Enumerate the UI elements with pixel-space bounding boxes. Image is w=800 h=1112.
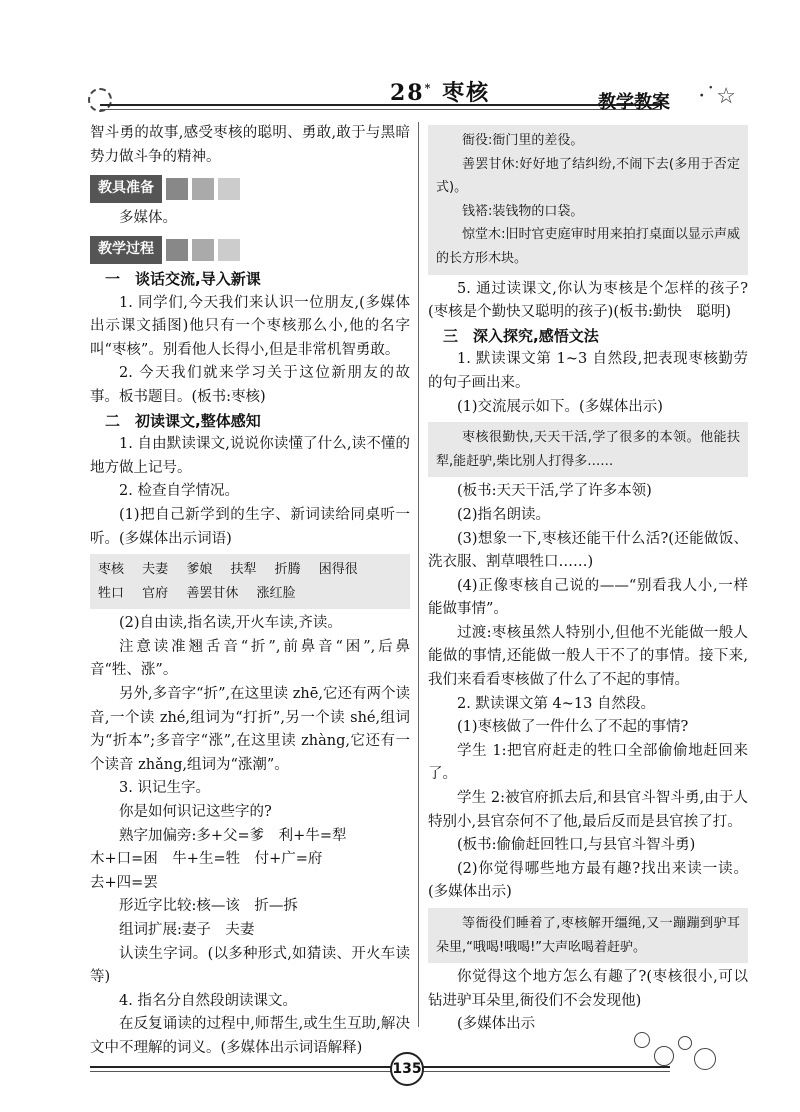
intro-text: 智斗勇的故事,感受枣核的聪明、勇敢,敢于与黑暗势力做斗争的精神。	[90, 125, 410, 165]
lesson-name: 枣核	[442, 80, 491, 106]
header-rule-thin	[100, 109, 660, 110]
header-rule	[100, 104, 660, 106]
paragraph: (1)交流展示如下。(多媒体出示)	[457, 398, 663, 415]
paragraph: 注意读准翘舌音“折”,前鼻音“困”,后鼻音“牲、涨”。	[90, 638, 410, 679]
tag-square	[192, 178, 214, 200]
tag-process-label: 教学过程	[90, 236, 162, 264]
paragraph: 2. 默读课文第 4~13 自然段。	[457, 695, 655, 712]
page-footer	[90, 1048, 710, 1088]
paragraph: 过渡:枣核虽然人特别小,但他不光能做一般人能做的事情,还能做一般人干不了的事情。接下来,我们来看看枣核做了什么了不起的事情。	[428, 624, 748, 689]
paragraph: 学生 1:把官府赶走的牲口全部偷偷地赶回来了。	[428, 742, 748, 783]
paragraph: (2)指名朗读。	[457, 506, 551, 523]
word: 扶犁	[230, 562, 257, 578]
paragraph: (多媒体出示	[457, 1016, 536, 1033]
tag-square	[218, 178, 240, 200]
paragraph: 另外,多音字“折”,在这里读 zhē,它还有两个读音,一个读 zhé,组词为“打折”,另一个读 shé,组词为“折本”;多音字“涨”,在这里读 zhàng,它还有一个读音 zhǎng,组词为“涨潮”。	[90, 686, 410, 773]
paragraph: (1)把自己新学到的生字、新词读给同桌听一听。(多媒体出示词语)	[90, 506, 410, 547]
tag-process	[90, 236, 410, 264]
page-header	[80, 56, 740, 116]
left-column	[90, 122, 410, 1061]
paragraph: (1)枣核做了一件什么了不起的事情?	[457, 719, 689, 736]
star-icon: ·˙☆	[698, 84, 736, 109]
page-number: 135	[390, 1052, 424, 1086]
paragraph: 熟字加偏旁:多+父=爹 利+牛=犁	[119, 827, 347, 844]
gloss-item: 善罢甘休:好好地了结纠纷,不闹下去(多用于否定式)。	[436, 156, 740, 196]
gloss-item: 惊堂木:旧时官吏庭审时用来拍打桌面以显示声威的长方形木块。	[436, 227, 740, 266]
quote-box	[428, 908, 748, 963]
footer-rule-thin	[90, 1071, 670, 1072]
paragraph: 去+四=罢	[90, 874, 158, 891]
paragraph: 在反复诵读的过程中,师帮生,或生生互助,解决文中不理解的词义。(多媒体出示词语解释)	[90, 1016, 410, 1056]
gloss-box	[428, 125, 748, 275]
section-label: 教学教案	[598, 92, 670, 113]
paragraph: 认读生字词。(以多种形式,如猜读、开火车读等)	[90, 945, 410, 986]
quote-text: 枣核很勤快,天天干活,学了很多的本领。他能扶犁,能赶驴,柴比别人打得多……	[436, 430, 740, 469]
paragraph: (4)正像枣核自己说的——“别看我人小,一样能做事情”。	[428, 577, 748, 618]
right-column	[428, 122, 748, 1037]
footer-rule	[90, 1066, 670, 1068]
tag-tools-label: 教具准备	[90, 175, 162, 203]
paragraph: (2)自由读,指名读,开火车读,齐读。	[119, 615, 342, 632]
lesson-mark: *	[424, 81, 433, 95]
paragraph: 你觉得这个地方怎么有趣了?(枣核很小,可以钻进驴耳朵里,衙役们不会发现他)	[428, 969, 748, 1009]
tag-square	[192, 239, 214, 261]
paragraph: (3)想象一下,枣核还能干什么活?(还能做饭、洗衣服、割草喂牲口……)	[428, 530, 748, 571]
word: 枣核	[98, 562, 125, 578]
word: 涨红脸	[256, 585, 296, 601]
paragraph: 组词扩展:妻子 夫妻	[119, 922, 255, 938]
paragraph: 形近字比较:核—该 折—拆	[119, 898, 298, 915]
gloss-item: 钱褡:装钱物的口袋。	[462, 203, 584, 219]
section-heading: 一 谈话交流,导入新课	[105, 269, 261, 288]
word: 官府	[142, 585, 169, 601]
word: 爹娘	[186, 562, 213, 578]
paragraph: 2. 今天我们就来学习关于这位新朋友的故事。板书题目。(板书:枣核)	[90, 365, 410, 405]
paragraph: 1. 默读课文第 1~3 自然段,把表现枣核勤劳的句子画出来。	[428, 351, 748, 391]
paragraph: 5. 通过读课文,你认为枣核是个怎样的孩子?(枣核是个勤快又聪明的孩子)(板书:勤快 聪明)	[428, 280, 748, 321]
paragraph: 学生 2:被官府抓去后,和县官斗智斗勇,由于人特别小,县官奈何不了他,最后反而是县官挨了打。	[428, 790, 748, 830]
paragraph: 你是如何识记这些字的?	[119, 804, 272, 821]
paragraph: 1. 自由默读课文,说说你读懂了什么,读不懂的地方做上记号。	[90, 436, 410, 476]
word-box	[90, 554, 410, 609]
tag-tools	[90, 175, 410, 203]
word: 困得很	[318, 562, 358, 578]
word: 折腾	[274, 562, 301, 578]
paragraph: (2)你觉得哪些地方最有趣?找出来读一读。(多媒体出示)	[428, 860, 748, 901]
paragraph: (板书:天天干活,学了许多本领)	[457, 483, 652, 500]
paragraph: 1. 同学们,今天我们来认识一位朋友,(多媒体出示课文插图)他只有一个枣核那么小,他的名字叫“枣核”。别看他人长得小,但是非常机智勇敢。	[90, 294, 410, 358]
paragraph: 4. 指名分自然段朗读课文。	[119, 992, 297, 1009]
section-heading: 三 深入探究,感悟文法	[443, 326, 599, 345]
lesson-title	[390, 76, 490, 107]
word: 牲口	[98, 585, 125, 601]
paragraph: (板书:偷偷赶回牲口,与县官斗智斗勇)	[457, 837, 696, 854]
quote-text: 等衙役们睡着了,枣核解开缰绳,又一蹦蹦到驴耳朵里,“哦喝!哦喝!”大声吆喝着赶驴。	[436, 916, 740, 955]
tag-square	[166, 178, 188, 200]
section-heading: 二 初读课文,整体感知	[105, 411, 261, 430]
word: 善罢甘休	[186, 585, 239, 601]
gloss-item: 衙役:衙门里的差役。	[462, 133, 584, 148]
tag-square	[218, 239, 240, 261]
word: 夫妻	[142, 562, 169, 578]
quote-box	[428, 422, 748, 477]
tools-text: 多媒体。	[119, 209, 177, 226]
paragraph: 2. 检查自学情况。	[119, 483, 239, 500]
tag-square	[166, 239, 188, 261]
paragraph: 木+口=困 牛+生=牲 付+广=府	[90, 851, 323, 868]
paragraph: 3. 识记生字。	[119, 780, 210, 797]
lesson-number: 28	[390, 80, 425, 106]
column-divider	[418, 122, 419, 1027]
